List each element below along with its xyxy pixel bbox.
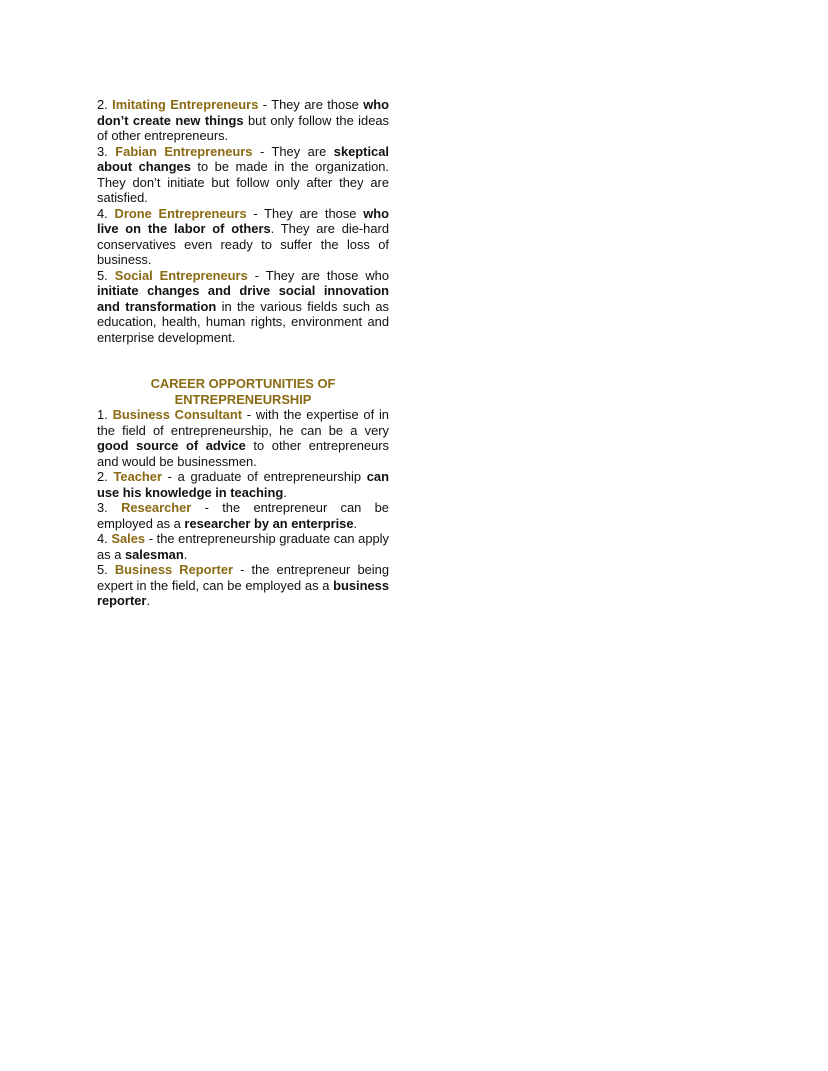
item-text: They are those who	[265, 267, 389, 283]
item-separator: -	[233, 562, 252, 577]
item-emphasis: who don’t create new things	[97, 97, 389, 128]
item-text: the entrepreneurship graduate can apply as a	[97, 531, 389, 562]
list-item-sales	[97, 531, 389, 562]
item-term: Sales	[111, 531, 146, 546]
list-item-business-consultant	[97, 407, 389, 469]
item-text: .	[183, 546, 188, 562]
item-separator: -	[247, 267, 266, 283]
item-emphasis: skeptical about changes	[97, 143, 389, 174]
item-number: 1.	[97, 407, 108, 422]
item-term: Fabian Entrepreneurs	[115, 143, 253, 159]
item-text: to other entrepreneurs and would be businessmen.	[97, 438, 390, 469]
item-term: Drone Entrepreneurs	[114, 205, 247, 221]
item-term: Social Entrepreneurs	[114, 267, 248, 283]
item-number: 5.	[97, 267, 108, 283]
document-column	[97, 97, 389, 609]
item-emphasis: researcher by an enterprise	[184, 515, 354, 531]
item-text: They are	[271, 143, 334, 159]
item-separator: -	[161, 469, 178, 484]
list-item-drone-entrepreneurs	[97, 206, 389, 268]
item-number: 2.	[97, 97, 108, 112]
item-separator: -	[145, 531, 157, 546]
item-number: 3.	[97, 143, 108, 159]
item-number: 5.	[97, 562, 108, 577]
item-text: with the expertise of in the field of entrepreneurship, he can be a very	[97, 407, 389, 438]
item-separator: -	[258, 97, 272, 112]
item-term: Business Consultant	[112, 407, 242, 422]
list-item-fabian-entrepreneurs	[97, 144, 389, 206]
list-item-social-entrepreneurs	[97, 268, 389, 346]
item-separator: -	[246, 205, 265, 221]
item-text: .	[146, 593, 151, 608]
item-text: They are those	[264, 205, 364, 221]
item-text: to be made in the organization. They don’t initiate but follow only after they are satisfied.	[97, 159, 389, 205]
item-text: but only follow the ideas of other entrepreneurs.	[97, 112, 390, 143]
item-number: 2.	[97, 469, 108, 484]
item-separator: -	[241, 407, 256, 422]
item-emphasis: can use his knowledge in teaching	[97, 469, 389, 500]
section-heading-career-opportunities: CAREER OPPORTUNITIES OF ENTREPRENEURSHIP	[150, 376, 336, 407]
item-text: a graduate of entrepreneurship	[177, 469, 367, 484]
item-term: Researcher	[121, 500, 192, 515]
item-term: Business Reporter	[114, 562, 234, 577]
item-emphasis: initiate changes and drive social innovation and transformation	[97, 283, 389, 314]
item-term: Imitating Entrepreneurs	[112, 97, 259, 112]
list-item-business-reporter	[97, 562, 389, 609]
item-emphasis: business reporter	[97, 577, 389, 608]
item-text: They are those	[271, 97, 364, 112]
list-item-teacher	[97, 469, 389, 500]
item-text: in the various fields such as education, health, human rights, environment and enterprise development.	[97, 298, 389, 345]
list-item-imitating-entrepreneurs	[97, 97, 389, 144]
item-text: .	[353, 515, 358, 531]
item-term: Teacher	[113, 469, 162, 484]
item-text: the entrepreneur being expert in the field, can be employed as a	[97, 562, 389, 593]
item-number: 3.	[97, 500, 108, 515]
item-text: . They are die-hard conservatives even ready to suffer the loss of business.	[97, 221, 389, 267]
item-emphasis: good source of advice	[97, 438, 246, 453]
item-number: 4.	[97, 205, 108, 221]
item-emphasis: who live on the labor of others	[97, 205, 389, 236]
item-number: 4.	[97, 531, 108, 546]
item-text: the entrepreneur can be employed as a	[97, 500, 389, 531]
list-item-researcher	[97, 500, 389, 531]
item-separator: -	[252, 143, 272, 159]
item-separator: -	[191, 500, 223, 515]
item-emphasis: salesman	[124, 546, 184, 562]
item-text: .	[283, 484, 287, 500]
